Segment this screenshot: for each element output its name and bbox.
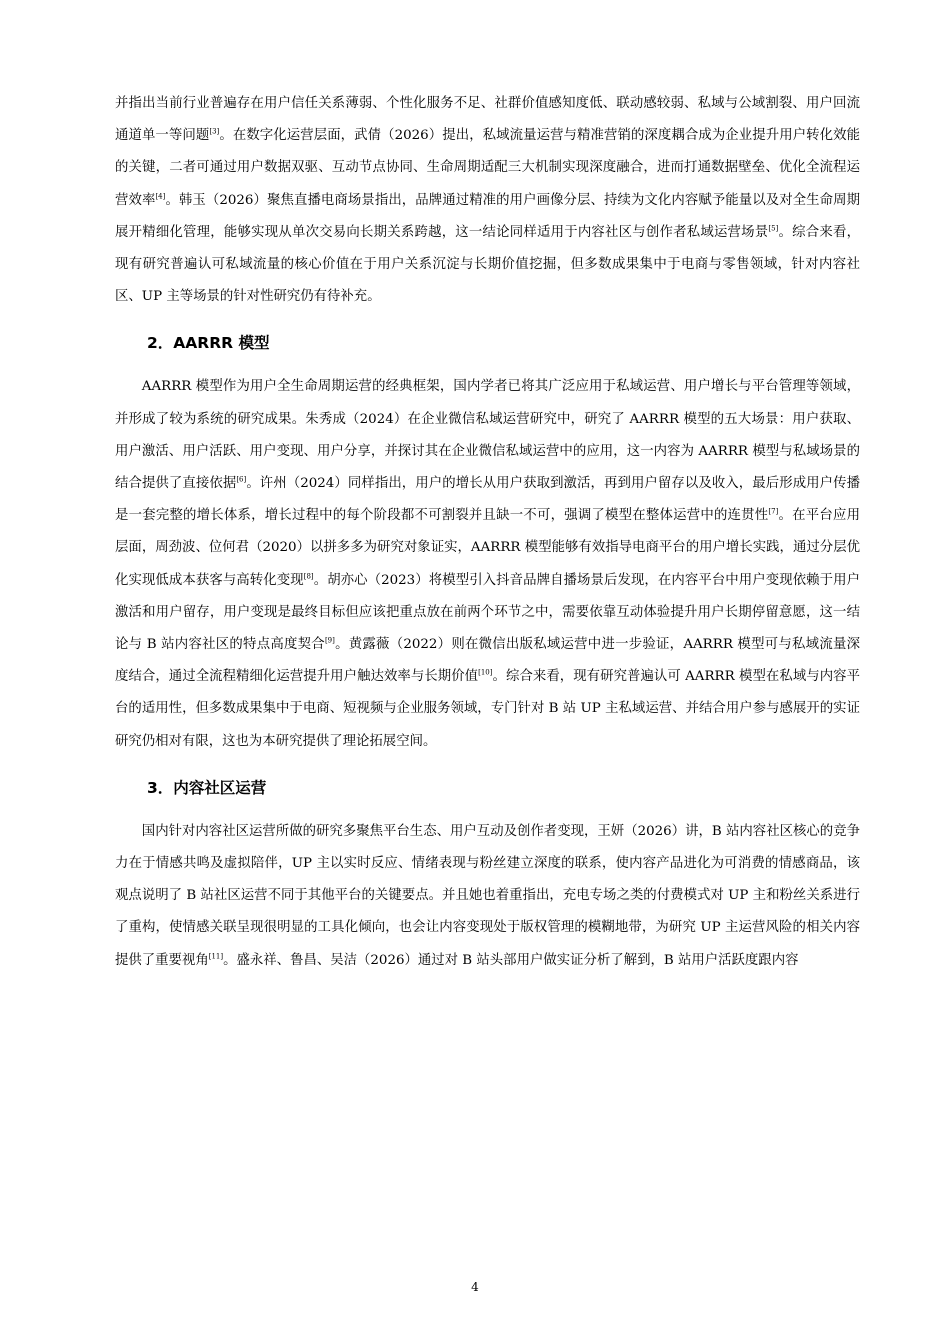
citation-reference: [11] — [208, 952, 224, 961]
citation-reference: [8] — [303, 572, 314, 581]
paragraph-text: 。综合来看，现有研究普遍认可 AARRR 模型在私域与内容平台的适用性，但多数成果集中于电商、短视频与企业服务领域，专门针对 B 站 UP 主私域运营、并结合用户参与感展开的实证研究仍相对有限，这也为本研究提供了理论拓展空间。 — [115, 669, 861, 749]
section-heading: 3．内容社区运营 — [147, 778, 267, 797]
body-paragraph — [115, 816, 860, 977]
paragraph-text: 。黄露薇（2022）则在微信出版私域运营中进一步验证，AARRR 模型可与私域流量深度结合，通过全流程精细化运营提升用户触达效率与长期价值 — [115, 637, 861, 685]
paragraph-text: 。许州（2024）同样指出，用户的增长从用户获取到激活，再到用户留存以及收入，最后形成用户传播是一套完整的增长体系，增长过程中的每个阶段都不可割裂并且缺一不可，强调了模型在整体运营中的连贯性 — [115, 476, 860, 524]
paragraph-text: 。在数字化运营层面，武倩（2026）提出，私域流量运营与精准营销的深度耦合成为企业提升用户转化效能的关键，二者可通过用户数据双驱、互动节点协同、生命周期适配三大机制实现深度融合，进而打通数据壁垒、优化全流程运营效率 — [115, 128, 861, 208]
paragraph-text: 。胡亦心（2023）将模型引入抖音品牌自播场景后发现，在内容平台中用户变现依赖于用户激活和用户留存，用户变现是最终目标但应该把重点放在前两个环节之中，需要依靠互动体验提升用户长期停留意愿，这一结论与 B 站内容社区的特点高度契合 — [115, 572, 861, 653]
paragraph-text: 。综合来看，现有研究普遍认可私域流量的核心价值在于用户关系沉淀与长期价值挖掘，但多数成果集中于电商与零售领域，针对内容社区、UP 主等场景的针对性研究仍有待补充。 — [115, 224, 861, 305]
paragraph-text: 。在平台应用层面，周劲波、位何君（2020）以拼多多为研究对象证实，AARRR 模型能够有效指导电商平台的用户增长实践，通过分层优化实现低成本获客与高转化变现 — [115, 508, 861, 588]
citation-reference: [5] — [768, 224, 779, 233]
citation-reference: [10] — [478, 668, 493, 677]
paragraph-text: 。盛永祥、鲁昌、吴洁（2026）通过对 B 站头部用户做实证分析了解到，B 站用户活跃度跟内容 — [223, 952, 799, 968]
body-paragraph — [115, 371, 860, 757]
paragraph-text: AARRR 模型作为用户全生命周期运营的经典框架，国内学者已将其广泛应用于私域运营、用户增长与平台管理等领域，并形成了较为系统的研究成果。朱秀成（2024）在企业微信私域运营研究中，研究了 AARRR 模型的五大场景：用户获取、用户激活、用户活跃、用户变现、用户分享，并探讨其在企业微信私域运营中的应用，这一内容为 AARRR 模型与私域场景的结合提供了直接依据 — [115, 379, 860, 492]
paragraph-text: 并指出当前行业普遍存在用户信任关系薄弱、个性化服务不足、社群价值感知度低、联动感较弱、私域与公域割裂、用户回流通道单一等问题 — [115, 96, 860, 144]
page-body — [115, 88, 860, 977]
citation-reference: [9] — [324, 636, 335, 645]
citation-reference: [4] — [155, 192, 166, 201]
body-paragraph — [115, 88, 860, 313]
section-heading: 2．AARRR 模型 — [147, 334, 270, 353]
page-number: 4 — [471, 1280, 479, 1294]
paragraph-text: 。韩玉（2026）聚焦直播电商场景指出，品牌通过精准的用户画像分层、持续为文化内容赋予能量以及对全生命周期展开精细化管理，能够实现从单次交易向长期关系跨越，这一结论同样适用于内容社区与创作者私域运营场景 — [115, 192, 860, 240]
citation-reference: [6] — [236, 475, 247, 484]
paragraph-text: 国内针对内容社区运营所做的研究多聚焦平台生态、用户互动及创作者变现，王妍（2026）讲，B 站内容社区核心的竞争力在于情感共鸣及虚拟陪伴，UP 主以实时反应、情绪表现与粉丝建立深度的联系，使内容产品进化为可消费的情感商品，该观点说明了 B 站社区运营不同于其他平台的关键要点。并且她也着重指出，充电专场之类的付费模式对 UP 主和粉丝关系进行了重构，使情感关联呈现很明显的工具化倾向，也会让内容变现处于版权管理的模糊地带，为研究 UP 主运营风险的相关内容提供了重要视角 — [115, 823, 860, 968]
citation-reference: [3] — [209, 127, 220, 136]
citation-reference: [7] — [768, 507, 779, 516]
